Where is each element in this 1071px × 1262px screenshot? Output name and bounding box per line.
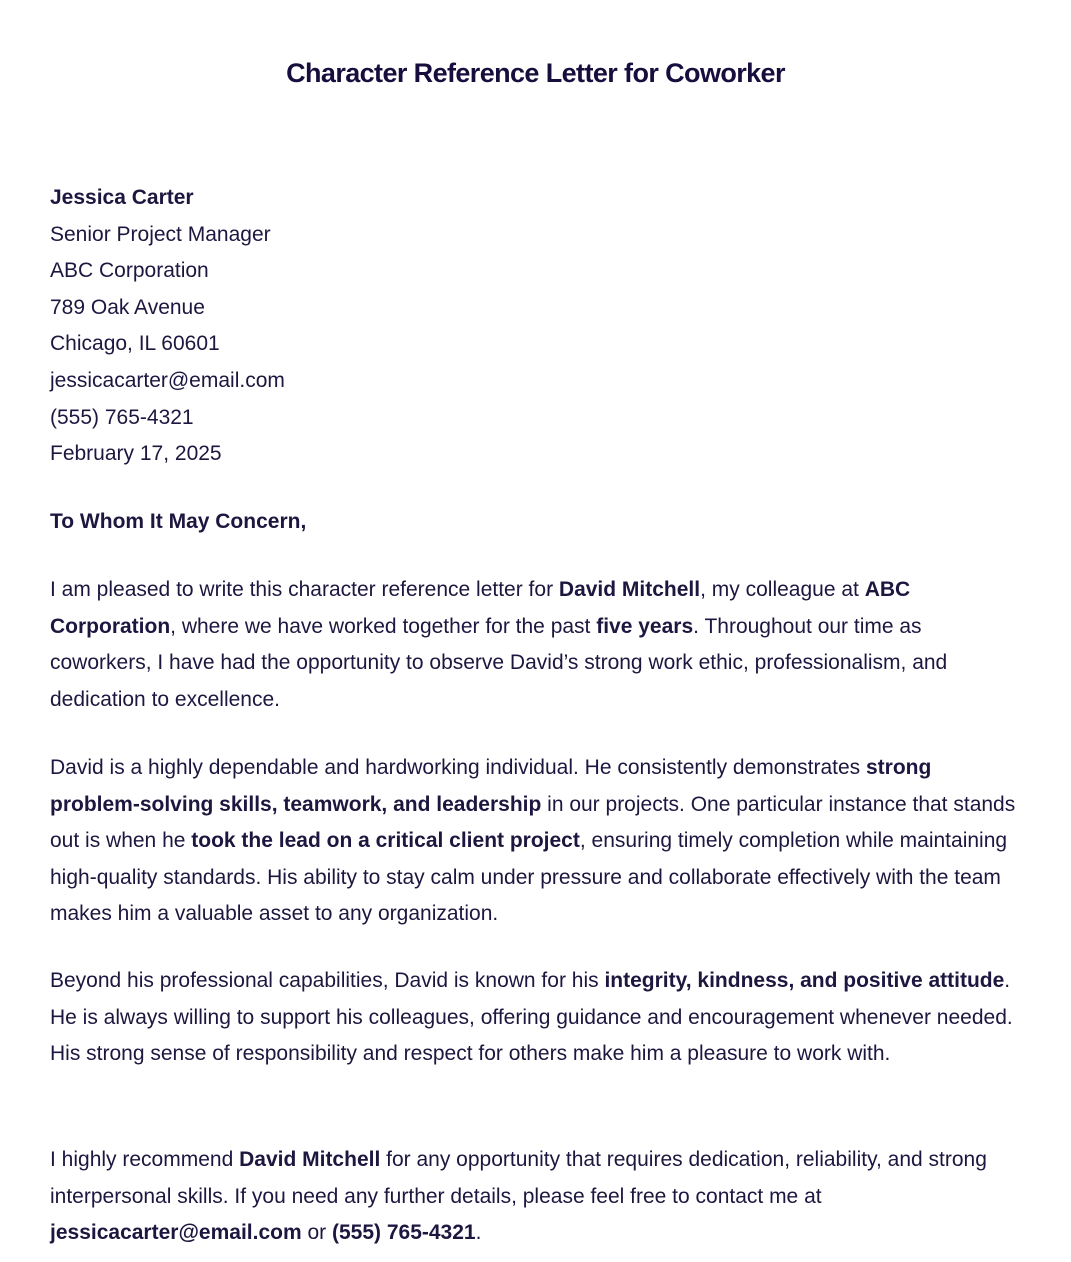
sender-email: jessicacarter@email.com [50,368,285,392]
sender-street: 789 Oak Avenue [50,295,205,319]
p4-text-2: for any opportunity that requires dedication, reliability, and strong interpersonal skills. If you need any further details, please feel free to contact me at [50,1148,987,1208]
p2-text-3: , ensuring timely completion while maintaining high-quality standards. His ability to stay calm under pressure and collaborate effectively with the team makes him a valuable asset to any organization. [50,829,1008,926]
p2-bold-2: took the lead on a critical client project [191,829,580,853]
p2-text-1: David is a highly dependable and hardworking individual. He consistently demonstrates [50,756,866,779]
letter-date: February 17, 2025 [50,442,222,466]
p4-bold-1: David Mitchell [239,1148,381,1171]
sender-block [50,180,285,473]
p2-text-2: in our projects. One particular instance that stands out is when he [50,792,1016,853]
document-title: Character Reference Letter for Coworker [286,58,785,88]
p4-bold-phone: (555) 765-4321 [331,1221,476,1245]
p4-text-1: I highly recommend [50,1148,240,1171]
p1-text-4: . Throughout our time as coworkers, I have had the opportunity to observe David’s strong work ethic, professionalism, and dedication to excellence. [50,614,948,711]
p1-text-2: , my colleague at [700,578,865,601]
sender-city-state-zip: Chicago, IL 60601 [50,332,220,356]
paragraph-1 [50,572,1020,718]
paragraph-3 [50,963,1020,1073]
sender-position: Senior Project Manager [50,222,271,246]
p3-text-2: . He is always willing to support his colleagues, offering guidance and encouragement whenever needed. His strong sense of responsibility and respect for others make him a pleasure to work with. [50,969,1013,1066]
sender-phone: (555) 765-4321 [50,405,194,429]
p4-text-3: or [301,1221,332,1245]
p3-bold-1: integrity, kindness, and positive attitude [604,969,1005,992]
p1-text-1: I am pleased to write this character reference letter for [50,578,559,601]
sender-company: ABC Corporation [50,259,209,283]
salutation: To Whom It May Concern, [50,510,307,533]
p3-text-1: Beyond his professional capabilities, David is known for his [50,969,605,992]
p4-text-4: . [475,1221,482,1245]
p4-bold-email: jessicacarter@email.com [50,1221,302,1245]
p2-bold-1: strong problem-solving skills, teamwork, and leadership [50,756,932,816]
paragraph-4 [50,1142,1020,1252]
p1-bold-1: David Mitchell [558,578,701,601]
p1-bold-2: ABC Corporation [50,578,911,638]
p1-bold-3: five years [596,614,694,638]
paragraph-2 [50,750,1020,933]
p1-text-3: , where we have worked together for the past [170,614,597,638]
sender-name: Jessica Carter [50,186,194,209]
